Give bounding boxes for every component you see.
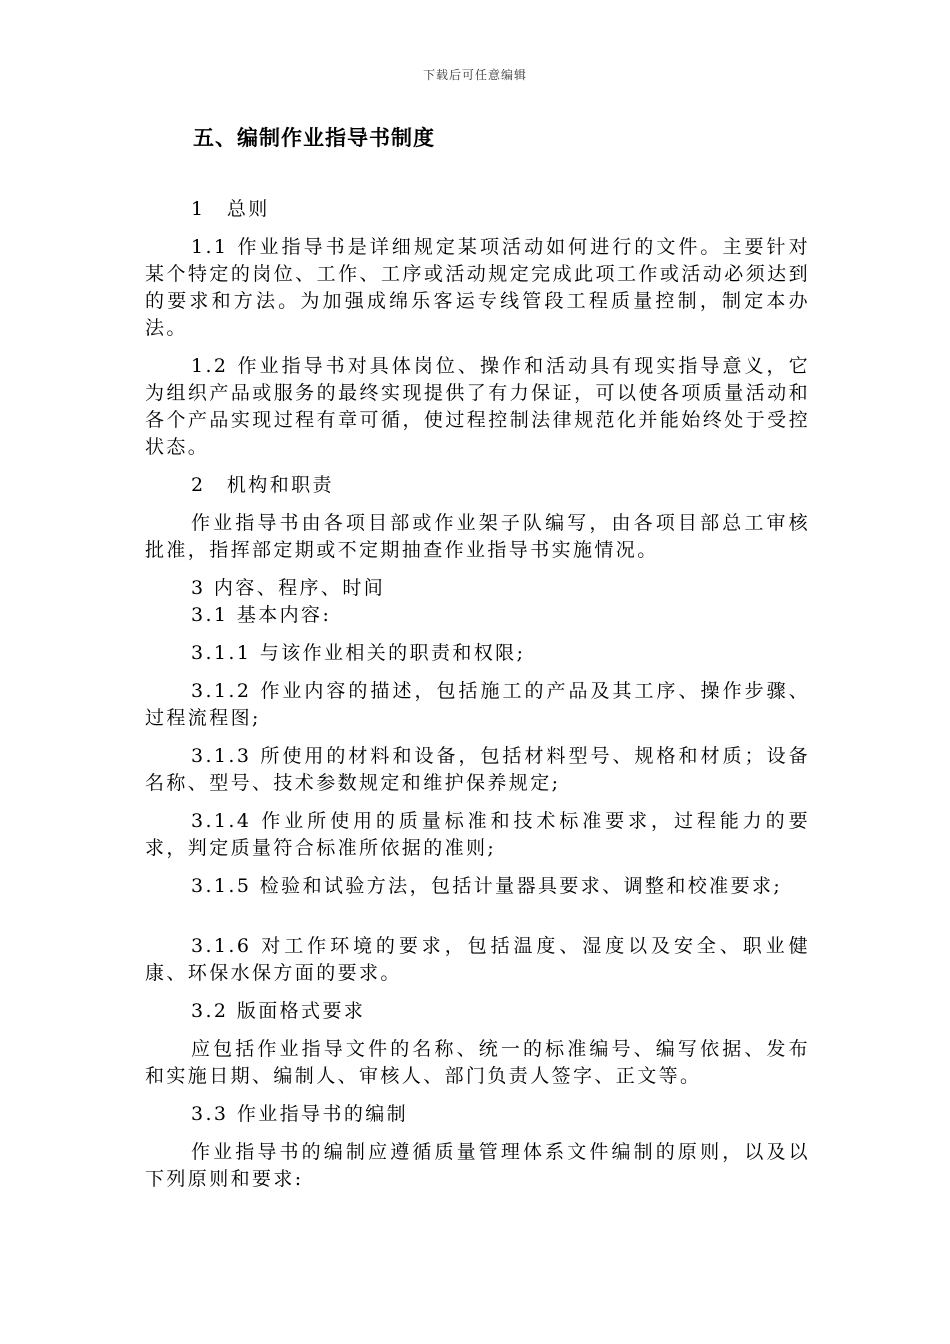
paragraph-3-1-3: 3.1.3 所使用的材料和设备，包括材料型号、规格和材质；设备名称、型号、技术参数规定和维护保养规定; [145, 745, 810, 794]
paragraph-3-1-1: 3.1.1 与该作业相关的职责和权限; [191, 642, 526, 664]
section-heading-general: 1 总则 [191, 198, 270, 220]
paragraph-organization: 作业指导书由各项目部或作业架子队编写，由各项目部总工审核批准，指挥部定期或不定期抽查作业指导书实施情况。 [145, 512, 810, 561]
paragraph-1-2: 1.2 作业指导书对具体岗位、操作和活动具有现实指导意义，它为组织产品或服务的最终实现提供了有力保证，可以使各项质量活动和各个产品实现过程有章可循，使过程控制法律规范化并能始终处于受控状态。 [145, 355, 810, 458]
header-note: 下载后可任意编辑 [422, 68, 527, 82]
paragraph-3-1-5: 3.1.5 检验和试验方法，包括计量器具要求、调整和校准要求; [191, 875, 783, 897]
paragraph-3-3: 3.3 作业指导书的编制 [191, 1103, 409, 1125]
paragraph-3-1: 3.1 基本内容: [191, 604, 332, 626]
section-heading-organization: 2 机构和职责 [191, 474, 334, 496]
document-title: 五、编制作业指导书制度 [193, 126, 435, 150]
paragraph-3-1-6: 3.1.6 对工作环境的要求，包括温度、湿度以及安全、职业健康、环保水保方面的要求。 [145, 935, 810, 984]
section-heading-content: 3 内容、程序、时间 [191, 577, 386, 599]
paragraph-1-1: 1.1 作业指导书是详细规定某项活动如何进行的文件。主要针对某个特定的岗位、工作、工序或活动规定完成此项工作或活动必须达到的要求和方法。为加强成绵乐客运专线管段工程质量控制，制定本办法。 [145, 236, 810, 339]
paragraph-3-1-2: 3.1.2 作业内容的描述，包括施工的产品及其工序、操作步骤、过程流程图; [145, 680, 810, 729]
paragraph-format: 应包括作业指导文件的名称、统一的标准编号、编写依据、发布和实施日期、编制人、审核人、部门负责人签字、正文等。 [145, 1038, 810, 1087]
paragraph-compilation: 作业指导书的编制应遵循质量管理体系文件编制的原则，以及以下列原则和要求: [145, 1141, 810, 1190]
document-body [145, 196, 810, 1204]
paragraph-3-1-4: 3.1.4 作业所使用的质量标准和技术标准要求，过程能力的要求，判定质量符合标准所依据的准则; [145, 810, 810, 859]
paragraph-3-2: 3.2 版面格式要求 [191, 1000, 366, 1022]
